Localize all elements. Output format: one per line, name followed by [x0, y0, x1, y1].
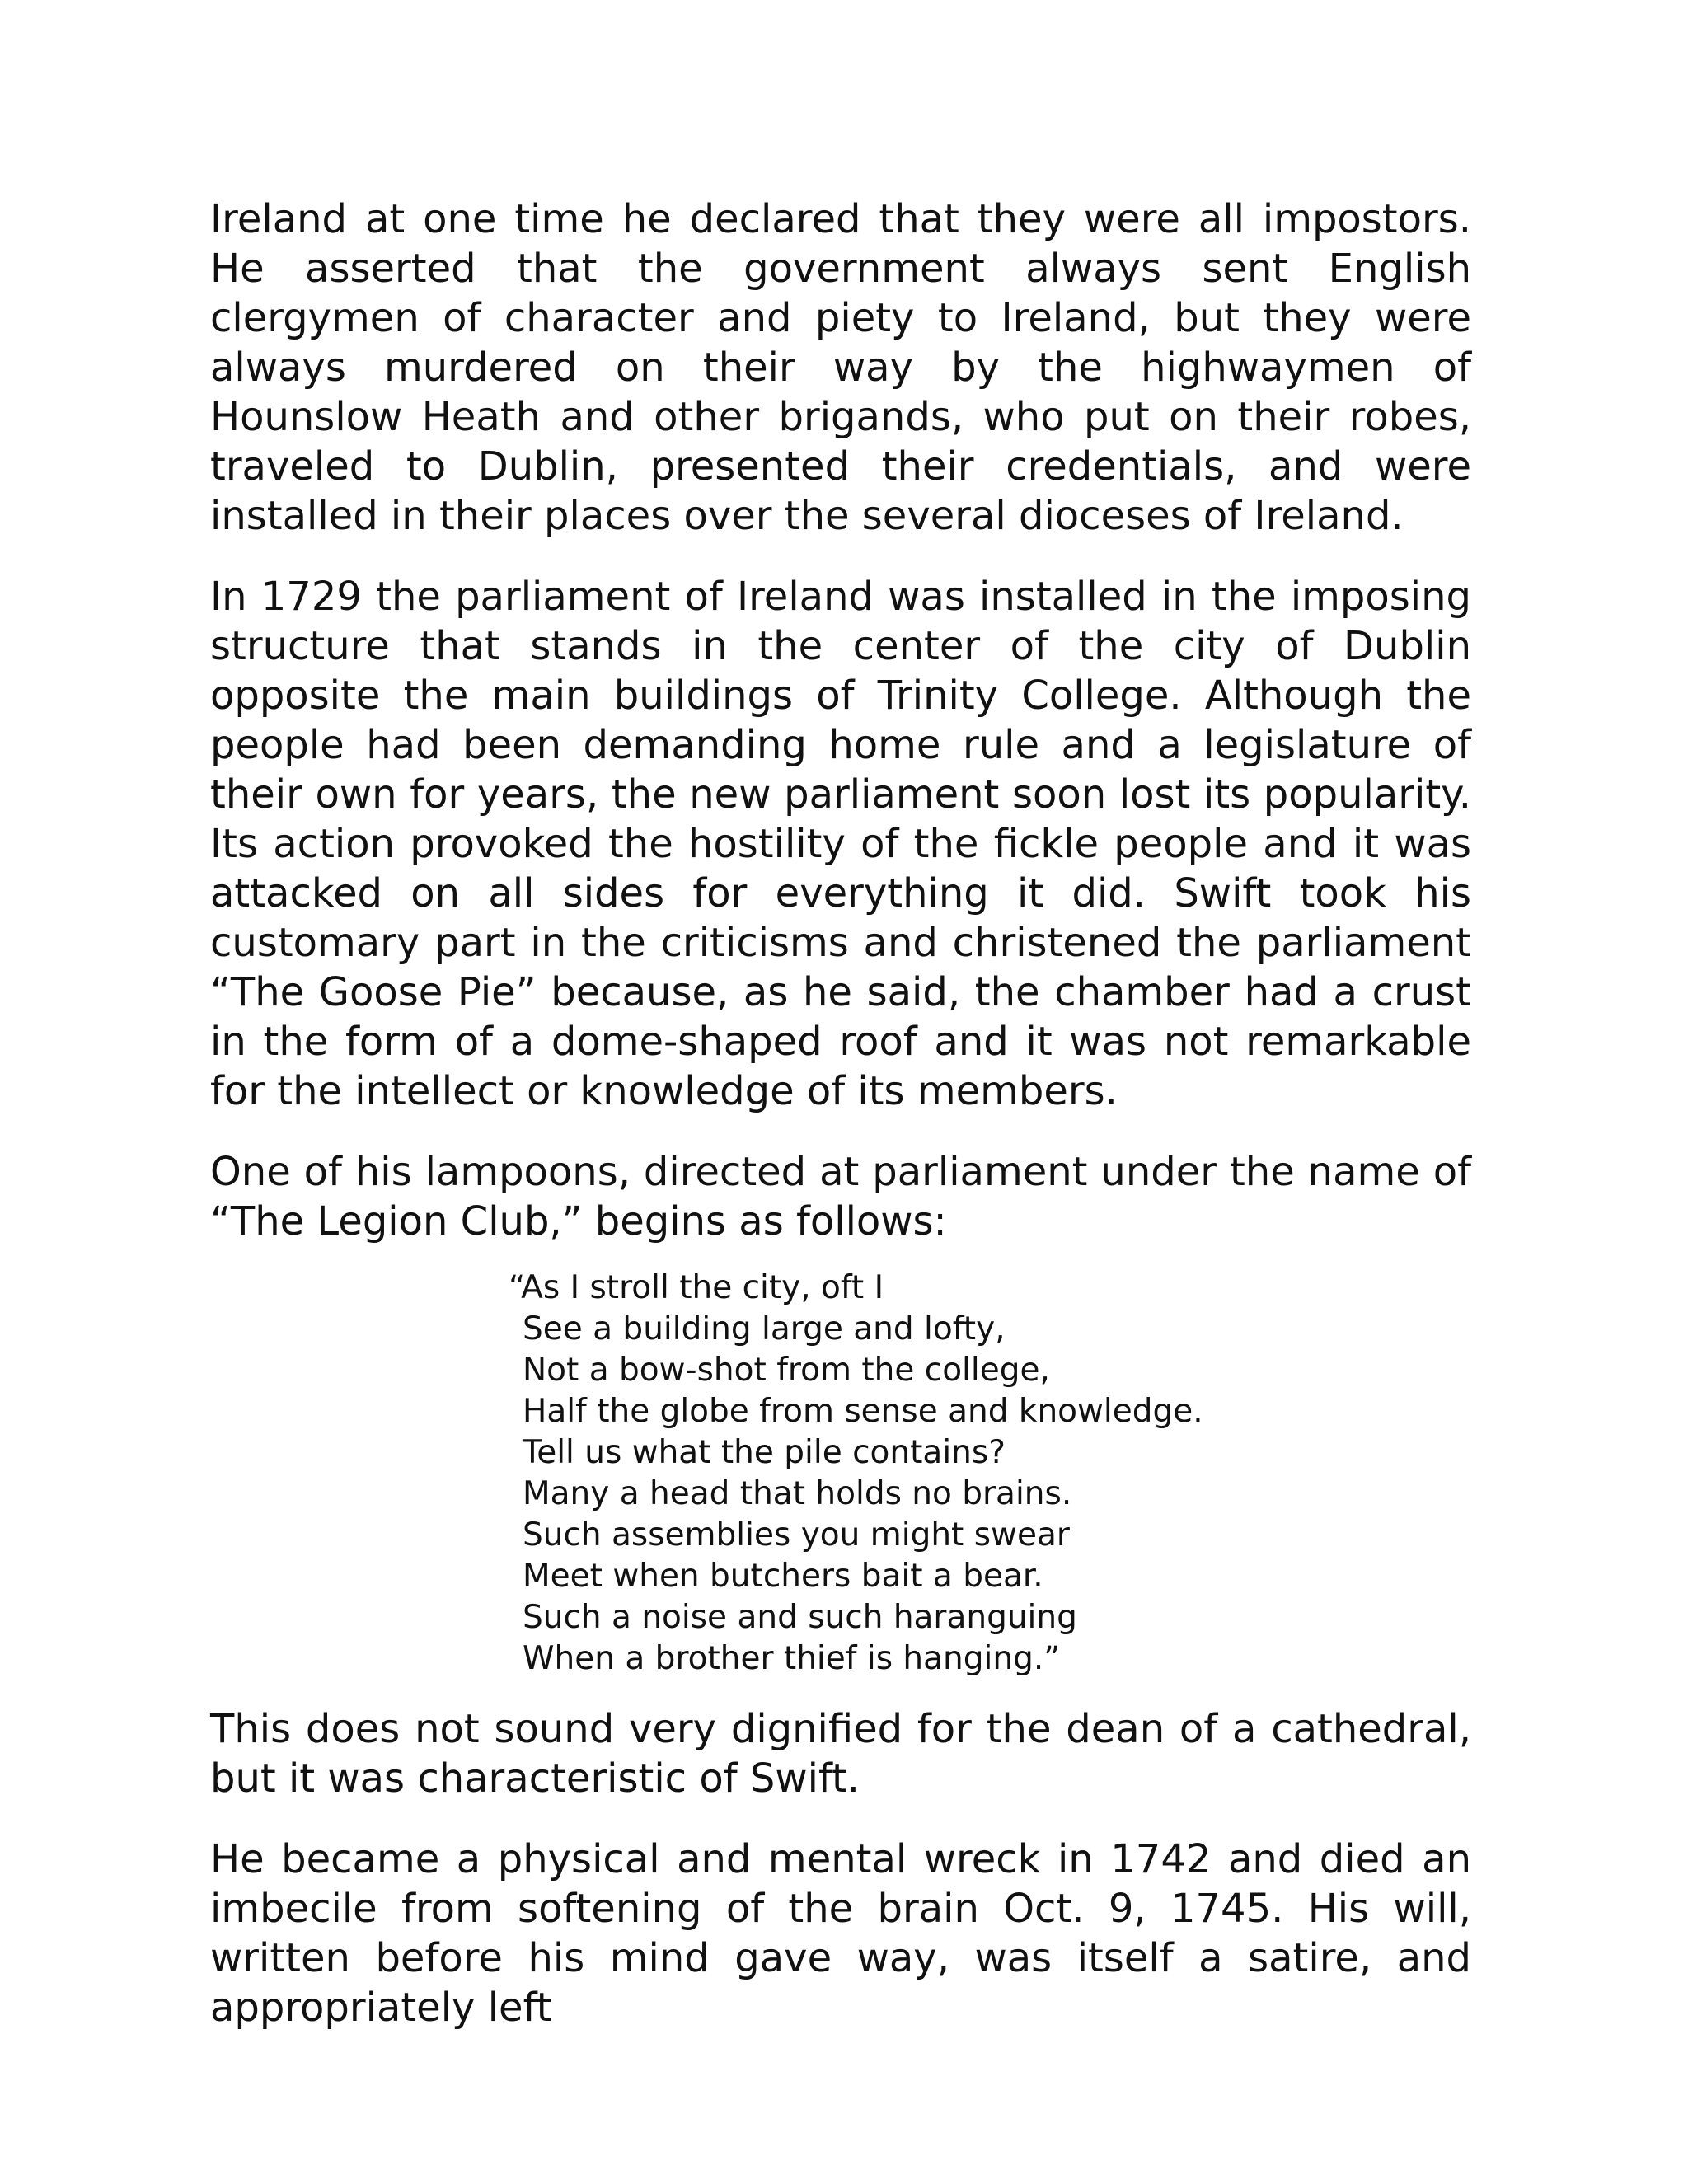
poem-line: Half the globe from sense and knowledge.: [523, 1393, 1203, 1430]
poem-line: Many a head that holds no brains.: [523, 1475, 1072, 1512]
poem-quote: [509, 1268, 1471, 1680]
paragraph-dean-remark: This does not sound very dignified for the dean of a cathedral, but it was characteristic of Swift.: [210, 1706, 1471, 1802]
paragraph-parliament: In 1729 the parliament of Ireland was installed in the imposing structure that stands in the center of the city of Dublin opposite the main buildings of Trinity College. Although the people had been demanding home rule and a legislature of their own for years, the new parliament soon lost its popularity. Its action provoked the hostility of the fickle people and it was attacked on all sides for everything it did. Swift took his customary part in the criticisms and christened the parliament “The Goose Pie” because, as he said, the chamber had a crust in the form of a dome-shaped roof and it was not remarkable for the intellect or knowledge of its members.: [210, 574, 1471, 1114]
paragraph-impostors: Ireland at one time he declared that they were all impostors. He asserted that the government always sent English clergymen of character and piety to Ireland, but they were always murdered on their way by the highwaymen of Hounslow Heath and other brigands, who put on their robes, traveled to Dublin, presented their credentials, and were installed in their places over the several dioceses of Ireland.: [210, 196, 1471, 539]
poem-line: Not a bow-shot from the college,: [523, 1352, 1050, 1389]
poem-line: Such assemblies you might swear: [523, 1516, 1070, 1554]
poem-line: Meet when butchers bait a bear.: [523, 1558, 1043, 1595]
poem-line: See a building large and lofty,: [523, 1310, 1006, 1347]
poem-line: Such a noise and such haranguing: [523, 1599, 1077, 1636]
paragraph-lampoon-intro: One of his lampoons, directed at parliament under the name of “The Legion Club,” begins as follows:: [210, 1149, 1471, 1244]
document-page: [210, 194, 1471, 2064]
paragraph-decline-and-will: He became a physical and mental wreck in 1742 and died an imbecile from softening of the brain Oct. 9, 1745. His will, written before his mind gave way, was itself a satire, and appropriately left: [210, 1836, 1471, 2031]
poem-line: “As I stroll the city, oft I: [509, 1269, 884, 1306]
poem-line: When a brother thief is hanging.”: [523, 1640, 1061, 1677]
poem-line: Tell us what the pile contains?: [523, 1434, 1006, 1471]
